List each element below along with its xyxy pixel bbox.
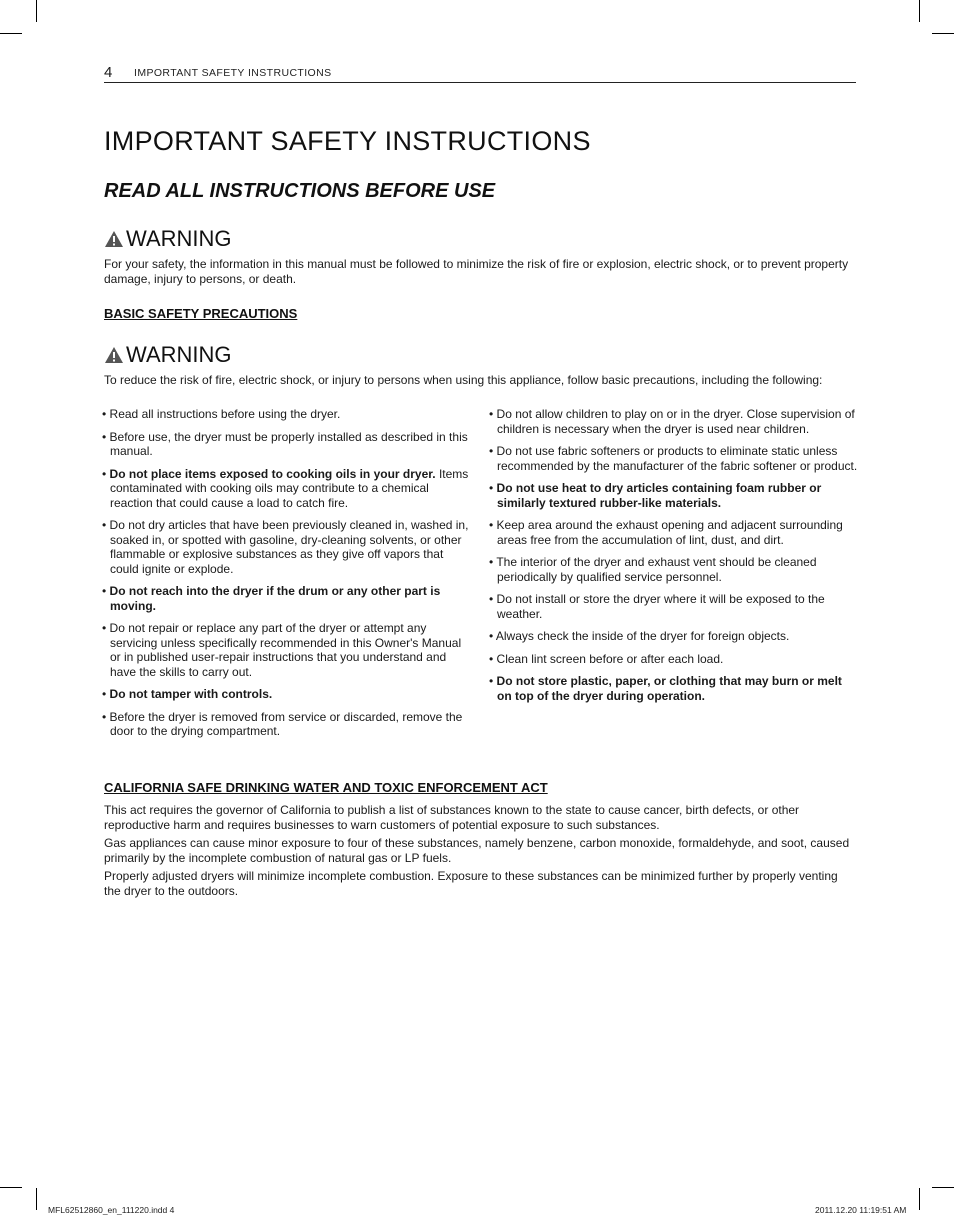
warning-label: WARNING [126,226,232,251]
list-item: • Do not place items exposed to cooking oils in your dryer. Items contaminated with cooking oils may contribute to a chemical reaction that could cause a load to catch fire. [102,466,469,510]
page-subtitle: READ ALL INSTRUCTIONS BEFORE USE [104,180,496,202]
crop-mark [36,0,37,22]
california-paragraph: This act requires the governor of California to publish a list of substances known to the state to cause cancer, birth defects, or other reproductive harm and requires businesses to warn customers of potential exposure to such substances. [104,803,800,832]
california-act-heading: CALIFORNIA SAFE DRINKING WATER AND TOXIC ENFORCEMENT ACT [104,780,548,795]
list-item: • Before use, the dryer must be properly installed as described in this manual. [102,429,468,458]
basic-safety-heading: BASIC SAFETY PRECAUTIONS [104,306,298,321]
list-item: • Read all instructions before using the dryer. [102,407,341,421]
crop-mark [919,0,920,22]
list-item: • Before the dryer is removed from service or discarded, remove the door to the drying compartment. [102,709,463,738]
warning-label: WARNING [126,342,232,367]
warning-text: For your safety, the information in this manual must be followed to minimize the risk of fire or explosion, electric shock, or to prevent property damage, injury to persons, or death. [104,257,849,286]
running-header [104,64,856,83]
list-item: • Clean lint screen before or after each load. [489,651,724,666]
list-item: • Do not allow children to play on or in the dryer. Close supervision of children is necessary when the dryer is used near children. [489,407,855,436]
page-title: IMPORTANT SAFETY INSTRUCTIONS [104,126,591,156]
warning-triangle-icon [104,230,124,248]
crop-mark [36,1188,37,1210]
list-item: • Do not use heat to dry articles containing foam rubber or similarly textured rubber-like materials. [489,481,822,510]
crop-mark [932,33,954,34]
print-timestamp: 2011.12.20 11:19:51 AM [815,1205,907,1215]
crop-mark [919,1188,920,1210]
crop-mark [932,1187,954,1188]
list-item: • Do not tamper with controls. [102,687,273,701]
crop-mark [0,1187,22,1188]
crop-mark [0,33,22,34]
list-item: • Do not reach into the dryer if the drum or any other part is moving. [102,584,441,613]
california-paragraph: Properly adjusted dryers will minimize incomplete combustion. Exposure to these substances can be minimized further by properly venting the dryer to the outdoors. [104,869,838,898]
warning-heading [104,226,232,252]
warning-heading [104,342,232,368]
print-file-info: MFL62512860_en_111220.indd 4 [48,1205,175,1215]
list-item: • Always check the inside of the dryer for foreign objects. [489,629,790,643]
list-item: • Do not use fabric softeners or products to eliminate static unless recommended by the manufacturer of the fabric softener or product. [489,444,858,473]
list-item: • Do not install or store the dryer where it will be exposed to the weather. [489,592,825,621]
list-item: • Do not store plastic, paper, or clothing that may burn or melt on top of the dryer during operation. [489,674,842,703]
page-number: 4 [104,64,113,81]
precautions-left-column [102,407,472,747]
list-item: • The interior of the dryer and exhaust vent should be cleaned periodically by qualified service personnel. [489,555,817,584]
warning-triangle-icon [104,346,124,364]
precautions-right-column [489,407,859,711]
list-item: • Do not repair or replace any part of the dryer or attempt any servicing unless specifically recommended in this Owner's Manual or in published user-repair instructions that you understand and have the skills to carry out. [102,621,462,679]
basic-intro-text: To reduce the risk of fire, electric shock, or injury to persons when using this appliance, follow basic precautions, including the following: [104,373,823,387]
list-item: • Keep area around the exhaust opening and adjacent surrounding areas free from the accumulation of lint, dust, and dirt. [489,518,843,547]
list-item: • Do not dry articles that have been previously cleaned in, washed in, soaked in, or spotted with gasoline, dry-cleaning solvents, or other flammable or explosive substances as they give off vapors that could ignite or explode. [102,518,469,576]
california-paragraph: Gas appliances can cause minor exposure to four of these substances, namely benzene, carbon monoxide, formaldehyde, and soot, caused primarily by the incomplete combustion of natural gas or LP fuels. [104,836,850,865]
running-title: IMPORTANT SAFETY INSTRUCTIONS [134,67,332,79]
